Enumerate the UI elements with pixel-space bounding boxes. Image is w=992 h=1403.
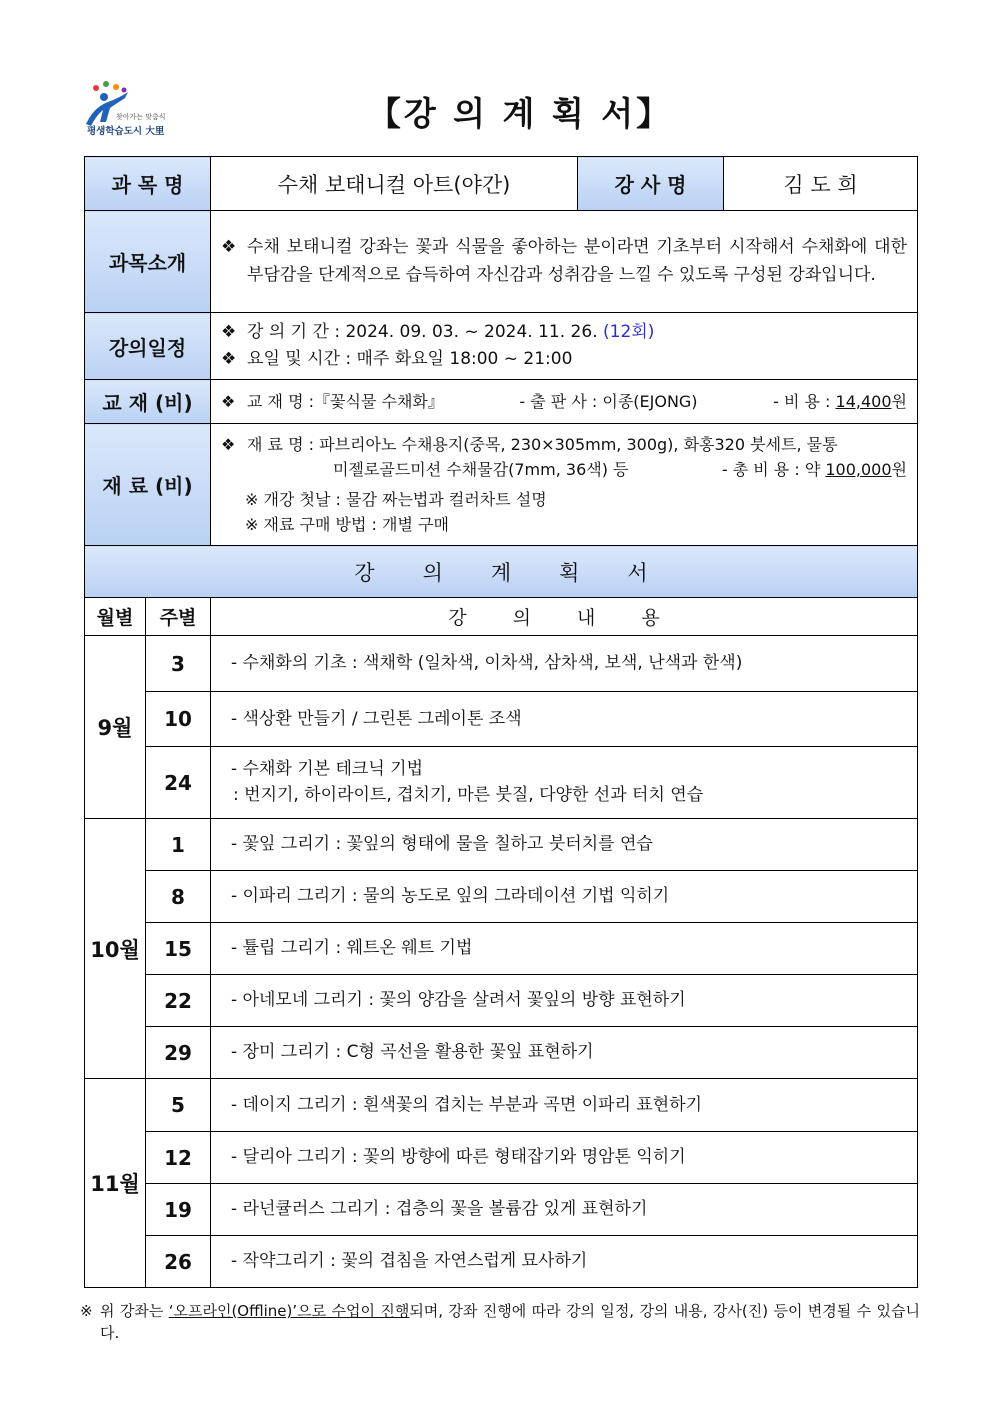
- week-cell: 22: [146, 975, 211, 1027]
- material-cell: [211, 424, 918, 546]
- week-cell: 12: [146, 1132, 211, 1184]
- content-line: - 작약그리기 : 꽃의 겹침을 자연스럽게 묘사하기: [231, 1251, 588, 1272]
- table-row: [85, 1027, 918, 1079]
- content-line: : 번지기, 하이라이트, 겹치기, 마른 붓질, 다양한 선과 터치 연습: [233, 784, 704, 805]
- textbook-cell: [211, 380, 918, 424]
- table-row: [85, 871, 918, 923]
- logo-subtitle: 찾아가는 맞춤식: [116, 113, 166, 121]
- schedule-count: (12회): [603, 322, 655, 342]
- week-cell: 29: [146, 1027, 211, 1079]
- content-line: - 색상환 만들기 / 그린톤 그레이톤 조색: [231, 708, 522, 729]
- table-row: [85, 819, 918, 871]
- note-mark: ※: [245, 489, 259, 509]
- content-cell: [211, 819, 918, 871]
- intro-label: 과목소개: [85, 211, 211, 313]
- table-row: [85, 747, 918, 819]
- plan-body: [85, 636, 918, 1288]
- footnote-suffix: 되며, 강좌 진행에 따라 강의 일정, 강의 내용, 강사(진) 등이 변경될 수 있습니다.: [100, 1302, 920, 1342]
- week-cell: 8: [146, 871, 211, 923]
- content-line: - 수채화의 기초 : 색채학 (일차색, 이차색, 삼차색, 보색, 난색과 한색): [231, 653, 743, 674]
- footnote-mark: ※: [80, 1302, 93, 1320]
- content-line: - 꽃잎 그리기 : 꽃잎의 형태에 물을 칠하고 붓터치를 연습: [231, 834, 653, 855]
- content-line: - 달리아 그리기 : 꽃의 방향에 따른 형태잡기와 명암톤 익히기: [231, 1147, 686, 1168]
- textbook-publisher: - 출 판 사 : 이종(EJONG): [519, 392, 698, 412]
- content-cell: [211, 636, 918, 692]
- bullet-icon: ❖: [221, 392, 236, 412]
- table-row: [85, 636, 918, 692]
- content-cell: [211, 1079, 918, 1132]
- subject-label: 과 목 명: [85, 157, 211, 211]
- table-row: [85, 1132, 918, 1184]
- content-cell: [211, 1027, 918, 1079]
- material-total-label: - 총 비 용 : 약: [721, 460, 821, 480]
- schedule-period: 강 의 기 간 : 2024. 09. 03. ~ 2024. 11. 26.: [247, 322, 598, 342]
- content-cell: [211, 975, 918, 1027]
- bullet-icon: ❖: [221, 349, 237, 370]
- material-note2: 재료 구매 방법 : 개별 구매: [263, 515, 449, 535]
- textbook-label: 교 재 (비): [85, 380, 211, 424]
- table-row: [85, 923, 918, 975]
- content-cell: [211, 692, 918, 747]
- textbook-name: 교 재 명 :『꽃식물 수채화』: [247, 392, 444, 412]
- table-row: [85, 692, 918, 747]
- material-line1: 재 료 명 : 파브리아노 수채용지(중목, 230×305mm, 300g), 화홍320 붓세트, 물통: [247, 434, 838, 454]
- week-cell: 24: [146, 747, 211, 819]
- content-line: - 장미 그리기 : C형 곡선을 활용한 꽃잎 표현하기: [231, 1042, 594, 1063]
- week-cell: 5: [146, 1079, 211, 1132]
- content-cell: [211, 1132, 918, 1184]
- course-plan-table: [84, 156, 918, 1288]
- intro-text: 수채 보태니컬 강좌는 꽃과 식물을 좋아하는 분이라면 기초부터 시작해서 수채화에 대한 부담감을 단계적으로 습득하여 자신감과 성취감을 느낄 수 있도록 구성된 강좌입니다.: [247, 237, 908, 285]
- document-title: 【강 의 계 획 서】: [367, 94, 673, 133]
- textbook-cost-label: - 비 용 :: [773, 392, 831, 412]
- content-line: - 데이지 그리기 : 흰색꽃의 겹치는 부분과 곡면 이파리 표현하기: [231, 1094, 703, 1115]
- content-line: - 라넌큘러스 그리기 : 겹층의 꽃을 볼륨감 있게 표현하기: [231, 1199, 648, 1220]
- content-cell: [211, 1236, 918, 1288]
- bullet-icon: ❖: [221, 237, 237, 258]
- plan-title: 강의계획서: [85, 546, 918, 598]
- content-column-header: 강 의 내 용: [211, 598, 918, 636]
- week-cell: 26: [146, 1236, 211, 1288]
- content-line: - 튤립 그리기 : 웨트온 웨트 기법: [231, 938, 473, 959]
- content-line: - 수채화 기본 테크닉 기법: [231, 759, 423, 780]
- intro-cell: [211, 211, 918, 313]
- content-line: - 이파리 그리기 : 물의 농도로 잎의 그라데이션 기법 익히기: [231, 886, 670, 907]
- footnote-underlined: ‘오프라인(Offline)’으로 수업이 진행: [168, 1302, 410, 1320]
- logo-text: 평생학습도시 大里: [87, 126, 165, 137]
- textbook-cost-unit: 원: [891, 392, 907, 412]
- week-cell: 3: [146, 636, 211, 692]
- subject-value: 수채 보태니컬 아트(야간): [211, 157, 578, 211]
- month-column-header: 월별: [85, 598, 146, 636]
- bullet-icon: ❖: [221, 434, 236, 454]
- note-mark: ※: [245, 515, 259, 535]
- material-total-unit: 원: [891, 460, 908, 480]
- textbook-cost: 14,400: [835, 392, 892, 412]
- material-total: 100,000: [825, 460, 892, 480]
- bullet-icon: ❖: [221, 322, 237, 342]
- content-cell: [211, 871, 918, 923]
- content-line: - 아네모네 그리기 : 꽃의 양감을 살려서 꽃잎의 방향 표현하기: [231, 990, 686, 1011]
- schedule-cell: [211, 313, 918, 380]
- instructor-value: 김 도 희: [724, 157, 918, 211]
- week-cell: 10: [146, 692, 211, 747]
- month-cell: 9월: [85, 636, 146, 819]
- week-cell: 19: [146, 1184, 211, 1236]
- material-note1: 개강 첫날 : 물감 짜는법과 컬러차트 설명: [263, 489, 547, 509]
- month-cell: 10월: [85, 819, 146, 1079]
- table-row: [85, 1184, 918, 1236]
- footnote: [80, 1301, 920, 1345]
- content-cell: [211, 747, 918, 819]
- table-row: [85, 975, 918, 1027]
- material-line2: 미젤로골드미션 수채물감(7mm, 36색) 등: [333, 460, 629, 480]
- week-cell: 15: [146, 923, 211, 975]
- week-column-header: 주별: [146, 598, 211, 636]
- instructor-label: 강 사 명: [578, 157, 724, 211]
- month-cell: 11월: [85, 1079, 146, 1288]
- week-cell: 1: [146, 819, 211, 871]
- material-label: 재 료 (비): [85, 424, 211, 546]
- table-row: [85, 1079, 918, 1132]
- schedule-time: 요일 및 시간 : 매주 화요일 18:00 ~ 21:00: [247, 349, 573, 370]
- table-row: [85, 1236, 918, 1288]
- footnote-prefix: 위 강좌는: [100, 1302, 164, 1320]
- schedule-label: 강의일정: [85, 313, 211, 380]
- content-cell: [211, 1184, 918, 1236]
- content-cell: [211, 923, 918, 975]
